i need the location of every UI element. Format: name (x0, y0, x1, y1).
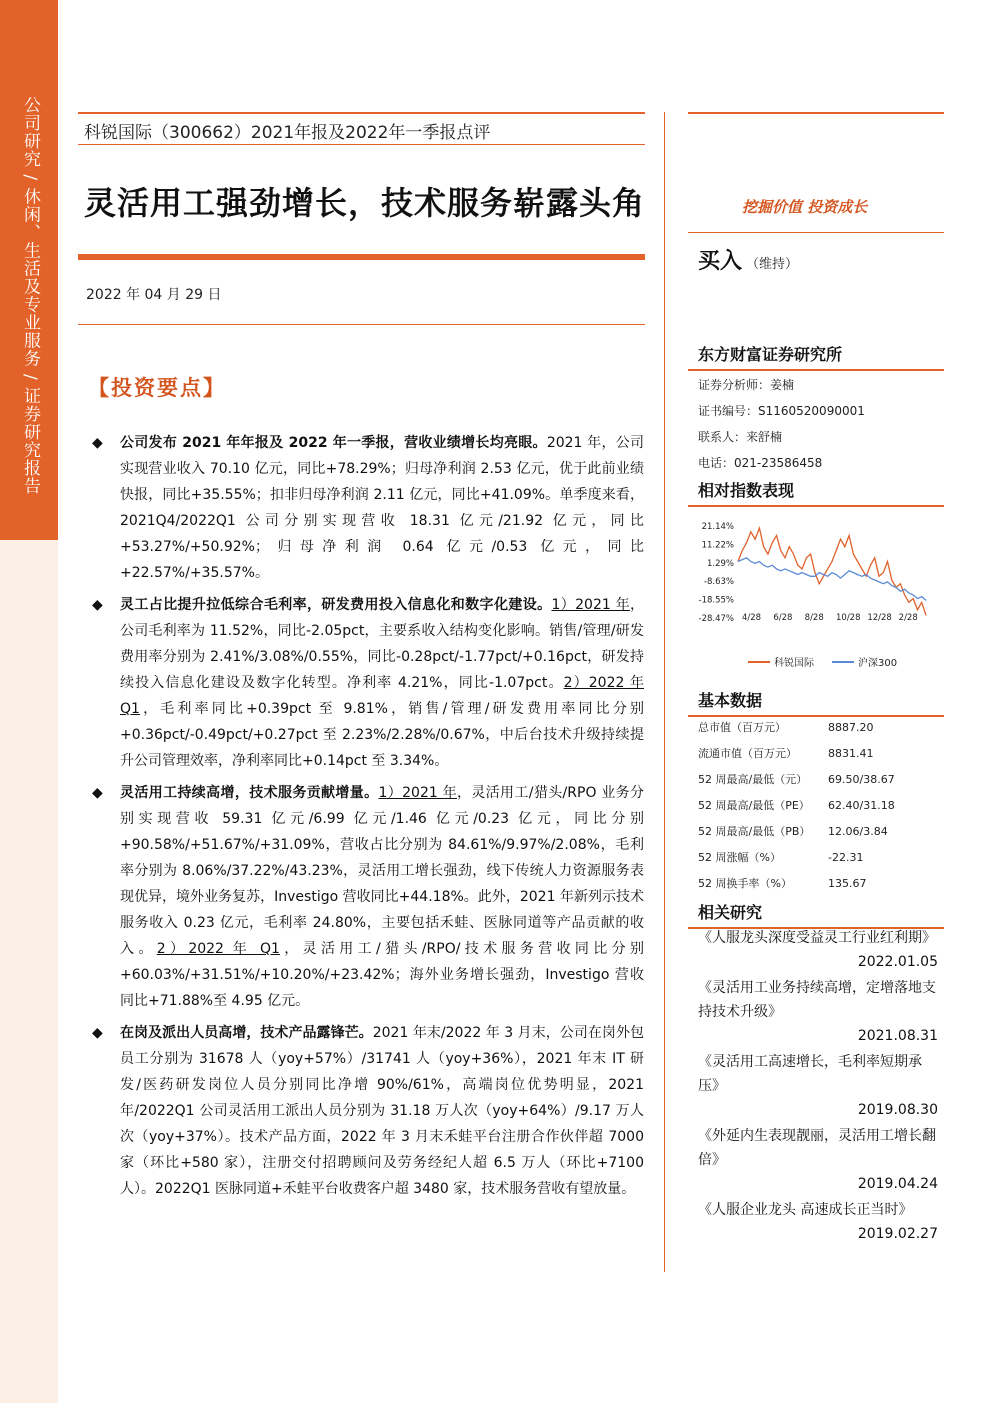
report-subtitle: 科锐国际（300662）2021年报及2022年一季报点评 (84, 123, 491, 143)
basic-data-row (698, 792, 895, 818)
basic-data-key: 52 周最高/最低（PB） (698, 825, 811, 838)
bullet-body: ，毛利率同比+0.39pct 至 9.81%，销售/管理/研发费用率同比分别+0.36pct/-0.49pct/+0.27pct 至 2.23%/2.28%/0.67%，中后台技术升级持续提升公司管理效率，净利率同比+0.14pct 至 3.34%。 (120, 701, 644, 769)
diamond-icon: ◆ (92, 597, 103, 613)
basic-data-row (698, 714, 895, 740)
column-divider (664, 112, 665, 1272)
research-title[interactable]: 《灵活用工业务持续高增，定增落地支持技术升级》 (698, 980, 936, 1020)
basic-data-value: 135.67 (828, 876, 867, 890)
y-tick-label: 21.14% (701, 522, 734, 532)
legend-item (832, 654, 897, 669)
basic-data-value: 62.40/31.18 (828, 798, 895, 812)
bullet-body: ，灵活用工/猎头/RPO/技术服务营收同比分别+60.03%/+31.51%/+10.20%/+23.42%；海外业务增长强劲，Investigo 营收同比+71.88%至 4.95 亿元。 (120, 941, 644, 1009)
basic-data-key: 52 周最高/最低（PE） (698, 799, 810, 812)
diamond-icon: ◆ (92, 785, 103, 801)
research-date: 2021.08.31 (857, 1028, 938, 1044)
rating-value: 买入 (698, 249, 743, 274)
bullet-head: 在岗及派出人员高增，技术产品露锋芒。 (120, 1025, 373, 1041)
x-tick-label: 4/28 (742, 613, 762, 623)
bullet-sub-label: 2）2022 年 Q1 (120, 675, 644, 717)
y-tick-label: 1.29% (706, 558, 734, 569)
related-research-list (698, 926, 938, 1248)
legend-item (748, 654, 814, 669)
bullet-paragraph (92, 780, 644, 1014)
research-date: 2019.04.24 (857, 1176, 938, 1192)
subtitle-rule (78, 144, 645, 145)
rating-rule (688, 232, 944, 233)
chart-legend (748, 654, 897, 669)
rating-note: （维持） (746, 257, 799, 272)
basic-data-value: 8887.20 (828, 720, 874, 734)
relative-index-chart (688, 510, 944, 675)
y-tick-label: -8.63% (703, 577, 734, 588)
institute-heading: 东方财富证券研究所 (688, 342, 944, 371)
bullet-body: ，公司毛利率为 11.52%，同比-2.05pct，主要系收入结构变化影响。销售/管理/研发费用率分别为 2.41%/3.08%/0.55%，同比-0.28pct/-1.77pct/+0.16pct，研发持续投入信息化建设及数字化转型。净利率 4.21%，同比-1.07pct。 (120, 597, 644, 691)
series-line (738, 558, 926, 601)
legend-swatch (832, 661, 854, 663)
diamond-icon: ◆ (92, 435, 103, 451)
basic-data-heading: 基本数据 (688, 688, 944, 717)
legend-label: 沪深300 (858, 658, 898, 669)
bullet-sub-label: 1）2021 年 (378, 785, 457, 801)
bullet-paragraph (92, 430, 644, 586)
x-tick-label: 12/28 (867, 613, 892, 623)
bullet-body: ，灵活用工/猎头/RPO 业务分别实现营收 59.31 亿元/6.99 亿元/1.46 亿元/0.23 亿元，同比分别+90.58%/+51.67%/+31.09%，营收占比分别为 84.61%/9.97%/2.08%，毛利率分别为 8.06%/37.22%/43.23%，灵活用工增长强劲，线下传统人力资源服务表现优异，境外业务复苏，Investigo 营收同比+44.18%。此外，2021 年新列示技术服务收入 0.23 亿元，毛利率 24.80%，主要包括禾蛙、医脉同道等产品贡献的收入。 (120, 785, 644, 957)
top-rule-right (688, 112, 944, 114)
basic-data-key: 流通市值（百万元） (698, 747, 797, 760)
chart-heading: 相对指数表现 (688, 478, 944, 507)
section-title: 【投资要点】 (88, 376, 226, 400)
slogan: 挖掘价值 投资成长 (742, 198, 868, 216)
bullet-body: 2021 年末/2022 年 3 月末，公司在岗外包员工分别为 31678 人（yoy+57%）/31741 人（yoy+36%），2021 年末 IT 研发/医药研发岗位人员分别同比净增 90%/61%，高端岗位优势明显，2021 年/2022Q1 公司灵活用工派出人员分别为 31.18 万人次（yoy+64%）/9.17 万人次（yoy+37%）。技术产品方面，2022 年 3 月末禾蛙平台注册合作伙伴超 7000 家（环比+580 家），注册交付招聘顾问及劳务经纪人超 6.5 万人（环比+7100 人）。2022Q1 医脉同道+禾蛙平台收费客户超 3480 家，技术服务营收有望放量。 (120, 1025, 644, 1197)
analyst-line: 证券分析师：姜楠 (698, 378, 795, 392)
basic-data-row (698, 870, 895, 896)
legend-swatch (748, 661, 770, 663)
bullet-sub-label: 1）2021 年 (551, 597, 630, 613)
x-tick-label: 2/28 (898, 613, 918, 623)
legend-label: 科锐国际 (774, 658, 814, 669)
report-date: 2022 年 04 月 29 日 (86, 287, 222, 303)
basic-data-key: 52 周最高/最低（元） (698, 773, 808, 786)
basic-data-value: -22.31 (828, 850, 864, 864)
x-tick-label: 8/28 (804, 613, 824, 623)
analyst-line: 证书编号：S1160520090001 (698, 404, 865, 418)
research-date: 2022.01.05 (857, 954, 938, 970)
bullet-head: 公司发布 2021 年年报及 2022 年一季报，营收业绩增长均亮眼。 (120, 435, 547, 451)
bullet-head: 灵工占比提升拉低综合毛利率，研发费用投入信息化和数字化建设。 (120, 597, 552, 613)
research-title[interactable]: 《人服企业龙头 高速成长正当时》 (698, 1202, 913, 1218)
basic-data-row (698, 844, 895, 870)
report-title: 灵活用工强劲增长，技术服务崭露头角 (84, 184, 646, 222)
basic-data-value: 8831.41 (828, 746, 874, 760)
diamond-icon: ◆ (92, 1025, 103, 1041)
x-tick-label: 10/28 (836, 613, 861, 623)
basic-data-key: 总市值（百万元） (698, 721, 786, 734)
chart-svg (688, 510, 944, 650)
main-body (92, 430, 644, 1208)
bullet-paragraph (92, 592, 644, 774)
bullet-paragraph (92, 1020, 644, 1202)
bullet-sub-label: 2）2022 年 Q1 (156, 941, 280, 957)
sidebar-label: 公司研究 / 休闲、生活及专业服务 / 证券研究报告 (20, 96, 40, 496)
basic-data-row (698, 818, 895, 844)
rating-block (698, 244, 798, 275)
basic-data-table (698, 714, 895, 896)
research-date: 2019.02.27 (857, 1226, 938, 1242)
research-title[interactable]: 《外延内生表现靓丽，灵活用工增长翻倍》 (698, 1128, 936, 1168)
basic-data-value: 69.50/38.67 (828, 772, 895, 786)
y-tick-label: -18.55% (698, 595, 734, 606)
y-tick-label: -28.47% (698, 614, 734, 624)
date-rule (78, 324, 645, 325)
research-heading: 相关研究 (688, 900, 944, 929)
basic-data-row (698, 766, 895, 792)
title-rule (78, 254, 645, 260)
research-title[interactable]: 《人服龙头深度受益灵工行业红利期》 (698, 930, 936, 946)
y-tick-label: 11.22% (701, 540, 734, 551)
basic-data-key: 52 周涨幅（%） (698, 851, 781, 864)
basic-data-value: 12.06/3.84 (828, 824, 888, 838)
bullet-body: 2021 年，公司实现营业收入 70.10 亿元，同比+78.29%；归母净利润 2.53 亿元，优于此前业绩快报，同比+35.55%；扣非归母净利润 2.11 亿元，同比+41.09%。单季度来看，2021Q4/2022Q1 公司分别实现营收 18.31 亿元/21.92 亿元，同比+53.27%/+50.92%；归母净利润 0.64 亿元/0.53 亿元，同比+22.57%/+35.57%。 (120, 435, 644, 581)
analyst-line: 电话：021-23586458 (698, 456, 823, 470)
analyst-info (698, 372, 865, 476)
series-line (738, 528, 926, 615)
basic-data-key: 52 周换手率（%） (698, 877, 792, 890)
research-title[interactable]: 《灵活用工高速增长，毛利率短期承压》 (698, 1054, 922, 1094)
top-rule-left (78, 112, 645, 114)
bullet-head: 灵活用工持续高增，技术服务贡献增量。 (120, 785, 379, 801)
analyst-line: 联系人：来舒楠 (698, 430, 783, 444)
basic-data-row (698, 740, 895, 766)
research-date: 2019.08.30 (857, 1102, 938, 1118)
x-tick-label: 6/28 (773, 613, 793, 623)
